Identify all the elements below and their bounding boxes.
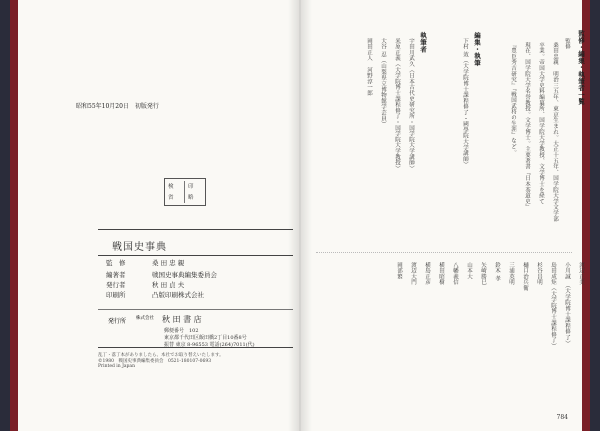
colophon-block	[98, 229, 293, 348]
section-heading: 執筆者	[419, 32, 427, 53]
biography-text: 米原正義（大学院博士課程修了・国学院大学教授）	[394, 38, 400, 172]
seal-label-sho: 省	[168, 195, 174, 201]
credit-label: 印刷所	[106, 291, 126, 299]
biography-text: 八幡義信	[452, 262, 458, 286]
endband-left	[10, 0, 18, 431]
credit-value: 凸版印刷株式会社	[152, 291, 204, 299]
credit-value: 桑 田 忠 親	[152, 259, 185, 267]
row-divider	[316, 252, 572, 253]
contributors-page	[300, 0, 585, 431]
biography-text: 下村 效（大学院博士課程修了・國學院大学講師）	[462, 38, 468, 168]
biography-text: 横島正彦	[424, 262, 430, 286]
credit-value: 秋 田 貞 夫	[152, 281, 185, 289]
print-date: 昭和55年10月20日 初版発行	[76, 103, 159, 110]
note-printed-in: Printed in Japan	[98, 364, 136, 369]
biography-text: 矢崎勝巳	[480, 262, 486, 286]
contributor-list-lower	[324, 262, 588, 412]
biography-text: 横田昭樹	[438, 262, 444, 286]
credit-label: 編著者	[106, 271, 126, 279]
biography-text: 岡田正人 河野淳一郎	[366, 38, 372, 96]
note-copyright: ©1980 戦国史事典編集委員会 0521-180107-0693	[98, 359, 212, 364]
biography-text: 渡辺大門	[410, 262, 416, 286]
credit-row-editor	[106, 270, 217, 279]
credit-row-printer	[106, 290, 204, 299]
credit-value: 戦国史事典編集委員会	[152, 271, 217, 279]
biography-text: 桑田忠親 明治三五年、東京生まれ。大正十五年、国学院大学文学部	[552, 42, 558, 222]
biography-text: 卒業。帝国大学史料編纂所、国学院大学教授、文学博士を経て	[538, 42, 544, 205]
biography-text: 小川誠 （大学院博士課程修了）	[564, 262, 570, 347]
biography-text: 三浦英明	[508, 262, 514, 286]
biography-text: 山本大	[466, 262, 472, 280]
credit-row-publisher	[106, 280, 184, 289]
seal-box	[164, 178, 206, 206]
seal-label-in: 印	[188, 184, 194, 190]
note-replace: 乱丁・落丁本がありましたら、本社でお取り替えいたします。	[98, 353, 224, 358]
biography-text: 樋口治兵衛	[522, 262, 528, 291]
section-subheading: 監修	[564, 38, 570, 50]
open-book	[18, 0, 585, 431]
biography-text: 島田成矩（大学院博士課程修了）	[550, 262, 556, 349]
biography-text: 宇田川武久（日本古代史研究所・国学院大学講師）	[408, 38, 414, 172]
transfer-account: 振替 東京 8-96553 電話(264)7011(代)	[164, 342, 255, 348]
seal-label-ryaku: 略	[188, 195, 194, 201]
postal-code: 郵便番号 102	[164, 328, 199, 334]
biography-text: 鈴木 孝	[494, 262, 500, 282]
credit-label: 監 修	[106, 259, 126, 267]
seal-label-ken: 検	[168, 184, 174, 190]
book-gutter	[288, 0, 312, 431]
publisher-label: 発行所	[108, 318, 127, 325]
credit-label: 発行者	[106, 281, 126, 289]
colophon-rule	[98, 255, 293, 256]
colophon-page	[18, 0, 300, 431]
biography-text: 杉谷昌明	[536, 262, 542, 286]
biography-text: 現在、国学院大学名誉教授。文学博士。主要著書『日本茶道史』	[524, 42, 530, 211]
seal-divider	[184, 181, 185, 203]
company-type: 株式会社	[136, 316, 154, 321]
book-cover-right-edge	[590, 0, 600, 431]
biography-text: 『豊臣秀吉研究』『戦国武将の生涯』など。	[510, 42, 516, 156]
colophon-rule	[98, 309, 293, 310]
biography-text: 大谷 忍（山梨県立博物館学芸員）	[380, 38, 386, 128]
section-heading: 編集・執筆	[473, 32, 481, 66]
book-cover-left-edge	[0, 0, 10, 431]
address: 東京都千代田区飯田橋2丁目10番8号	[164, 335, 247, 341]
section-heading: 監修・編集・執筆者一覧	[577, 30, 585, 105]
publisher-name: 秋 田 書 店	[162, 315, 202, 324]
biography-text: 岡部繁	[396, 262, 402, 280]
book-title: 戦国史事典	[112, 242, 167, 253]
biography-text: 渡辺正美	[578, 262, 584, 286]
credit-row-supervisor	[106, 258, 184, 267]
page-number: 784	[556, 414, 568, 421]
